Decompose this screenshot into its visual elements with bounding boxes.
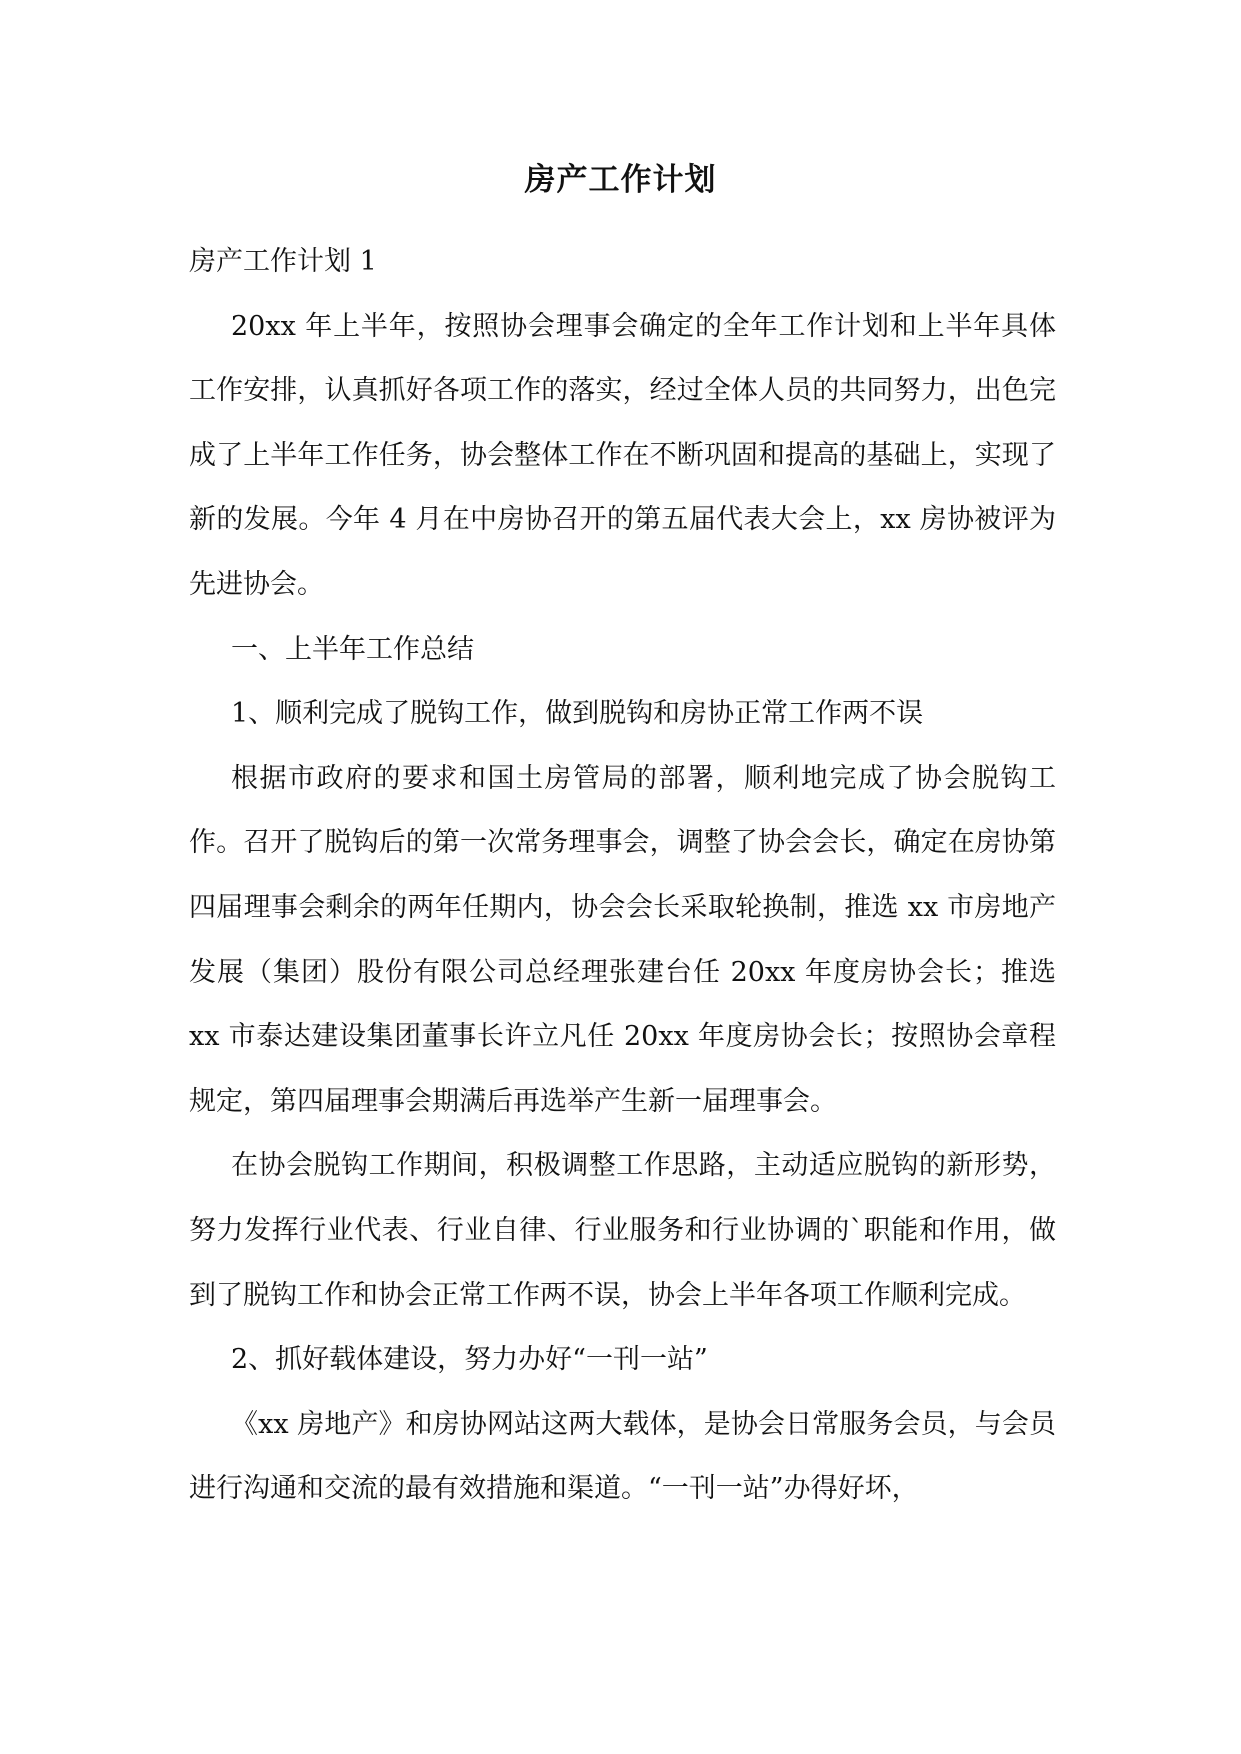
document-title: 房产工作计划 [524,162,717,198]
section-heading: 一、上半年工作总结 [231,633,474,665]
paragraph: 根据市政府的要求和国土房管局的部署，顺利地完成了协会脱钩工作。召开了脱钩后的第一次常务理事会，调整了协会会长，确定在房协第四届理事会剩余的两年任期内，协会会长采取轮换制，推选 xx 市房地产发展（集团）股份有限公司总经理张建台任 20xx 年度房协会长；推选 xx 市泰达建设集团董事长许立凡任 20xx 年度房协会长；按照协会章程规定，第四届理事会期满后再选举产生新一届理事会。 [189,762,1056,1117]
paragraph: 20xx 年上半年，按照协会理事会确定的全年工作计划和上半年具体工作安排，认真抓好各项工作的落实，经过全体人员的共同努力，出色完成了上半年工作任务，协会整体工作在不断巩固和提高的基础上，实现了新的发展。今年 4 月在中房协召开的第五届代表大会上，xx 房协被评为先进协会。 [189,310,1056,600]
subsection-heading: 1、顺利完成了脱钩工作，做到脱钩和房协正常工作两不误 [231,698,924,730]
section-heading: 房产工作计划 1 [189,246,377,277]
document-body [189,230,1056,1522]
subsection-heading: 2、抓好载体建设，努力办好“一刊一站” [231,1344,708,1376]
paragraph: 在协会脱钩工作期间，积极调整工作思路，主动适应脱钩的新形势，努力发挥行业代表、行业自律、行业服务和行业协调的`职能和作用，做到了脱钩工作和协会正常工作两不误，协会上半年各项工作顺利完成。 [189,1150,1056,1311]
paragraph: 《xx 房地产》和房协网站这两大载体，是协会日常服务会员，与会员进行沟通和交流的最有效措施和渠道。“一刊一站”办得好坏， [189,1408,1056,1505]
